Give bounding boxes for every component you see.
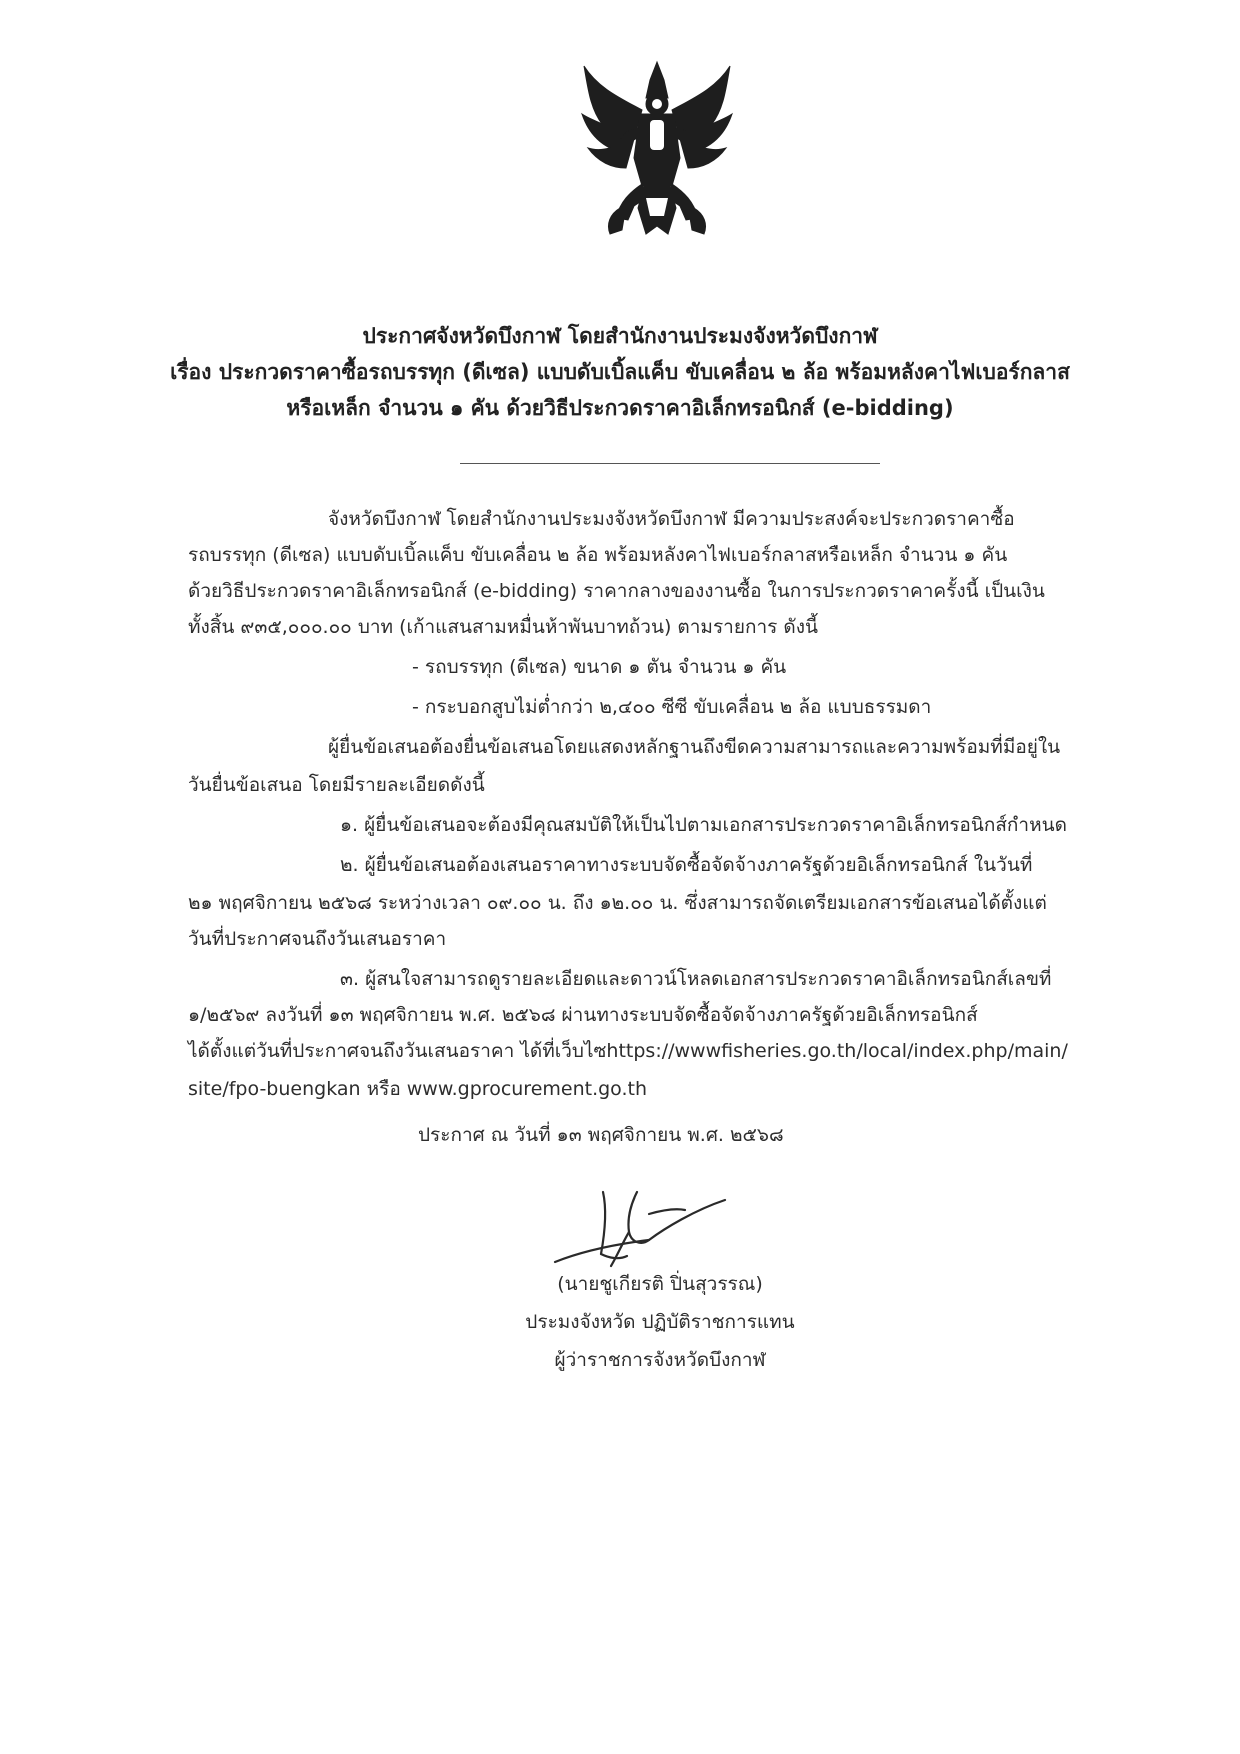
condition-3-line-2: ๑/๒๕๖๙ ลงวันที่ ๑๓ พฤศจิกายน พ.ศ. ๒๕๖๘ ผ่านทางระบบจัดซื้อจัดจ้างภาครัฐด้วยอิเล็กทรอนิกส์ — [188, 1004, 978, 1026]
condition-3-line-1: ๓. ผู้สนใจสามารถดูรายละเอียดและดาวน์โหลดเอกสารประกวดราคาอิเล็กทรอนิกส์เลขที่ — [340, 968, 1052, 990]
heading-divider — [460, 463, 880, 464]
condition-2-line-3: วันที่ประกาศจนถึงวันเสนอราคา — [188, 928, 447, 950]
announcement-heading — [0, 318, 1240, 426]
signer-name: (นายชูเกียรติ ปิ่นสุวรรณ) — [557, 1273, 763, 1295]
condition-1: ๑. ผู้ยื่นข้อเสนอจะต้องมีคุณสมบัติให้เป็นไปตามเอกสารประกวดราคาอิเล็กทรอนิกส์กำหนด — [340, 814, 1067, 836]
garuda-emblem — [580, 58, 734, 243]
condition-2-line-1: ๒. ผู้ยื่นข้อเสนอต้องเสนอราคาทางระบบจัดซื้อจัดจ้างภาครัฐด้วยอิเล็กทรอนิกส์ ในวันที่ — [340, 854, 1033, 876]
heading-subject-cont: หรือเหล็ก จำนวน ๑ คัน ด้วยวิธีประกวดราคาอิเล็กทรอนิกส์ (e-bidding) — [286, 396, 954, 420]
intro-line-2: รถบรรทุก (ดีเซล) แบบดับเบิ้ลแค็บ ขับเคลื่อน ๒ ล้อ พร้อมหลังคาไฟเบอร์กลาสหรือเหล็ก จำนวน ๑ คัน — [188, 544, 1008, 566]
condition-3-line-3: ได้ตั้งแต่วันที่ประกาศจนถึงวันเสนอราคา ได้ที่เว็บไซhttps://wwwfisheries.go.th/local/index.php/main/ — [188, 1040, 1068, 1062]
signature-mark — [545, 1170, 765, 1280]
condition-3-line-4: site/fpo-buengkan หรือ www.gprocurement.go.th — [188, 1078, 648, 1100]
signer-position-2: ผู้ว่าราชการจังหวัดบึงกาฬ — [554, 1349, 766, 1371]
item-1: - รถบรรทุก (ดีเซล) ขนาด ๑ ตัน จำนวน ๑ คัน — [412, 656, 787, 678]
heading-subject: เรื่อง ประกวดราคาซื้อรถบรรทุก (ดีเซล) แบบดับเบิ้ลแค็บ ขับเคลื่อน ๒ ล้อ พร้อมหลังคาไฟเบอร์กลาส — [170, 360, 1070, 384]
intro-line-1: จังหวัดบึงกาฬ โดยสำนักงานประมงจังหวัดบึงกาฬ มีความประสงค์จะประกวดราคาซื้อ — [328, 508, 1015, 530]
item-2: - กระบอกสูบไม่ต่ำกว่า ๒,๔๐๐ ซีซี ขับเคลื่อน ๒ ล้อ แบบธรรมดา — [412, 696, 932, 718]
signer-position: ประมงจังหวัด ปฏิบัติราชการแทน — [525, 1311, 795, 1333]
condition-2-line-2: ๒๑ พฤศจิกายน ๒๕๖๘ ระหว่างเวลา ๐๙.๐๐ น. ถึง ๑๒.๐๐ น. ซึ่งสามารถจัดเตรียมเอกสารข้อเสนอได้ตั้งแต่ — [188, 892, 1047, 914]
intro-line-3: ด้วยวิธีประกวดราคาอิเล็กทรอนิกส์ (e-bidding) ราคากลางของงานซื้อ ในการประกวดราคาครั้งนี้ เป็นเงิน — [188, 580, 1045, 602]
requirement-line-2: วันยื่นข้อเสนอ โดยมีรายละเอียดดังนี้ — [188, 774, 485, 796]
intro-line-4: ทั้งสิ้น ๙๓๕,๐๐๐.๐๐ บาท (เก้าแสนสามหมื่นห้าพันบาทถ้วน) ตามรายการ ดังนี้ — [188, 616, 818, 638]
heading-title: ประกาศจังหวัดบึงกาฬ โดยสำนักงานประมงจังหวัดบึงกาฬ — [362, 324, 878, 348]
requirement-line-1: ผู้ยื่นข้อเสนอต้องยื่นข้อเสนอโดยแสดงหลักฐานถึงขีดความสามารถและความพร้อมที่มีอยู่ใน — [328, 736, 1061, 758]
announcement-date: ประกาศ ณ วันที่ ๑๓ พฤศจิกายน พ.ศ. ๒๕๖๘ — [418, 1124, 784, 1146]
